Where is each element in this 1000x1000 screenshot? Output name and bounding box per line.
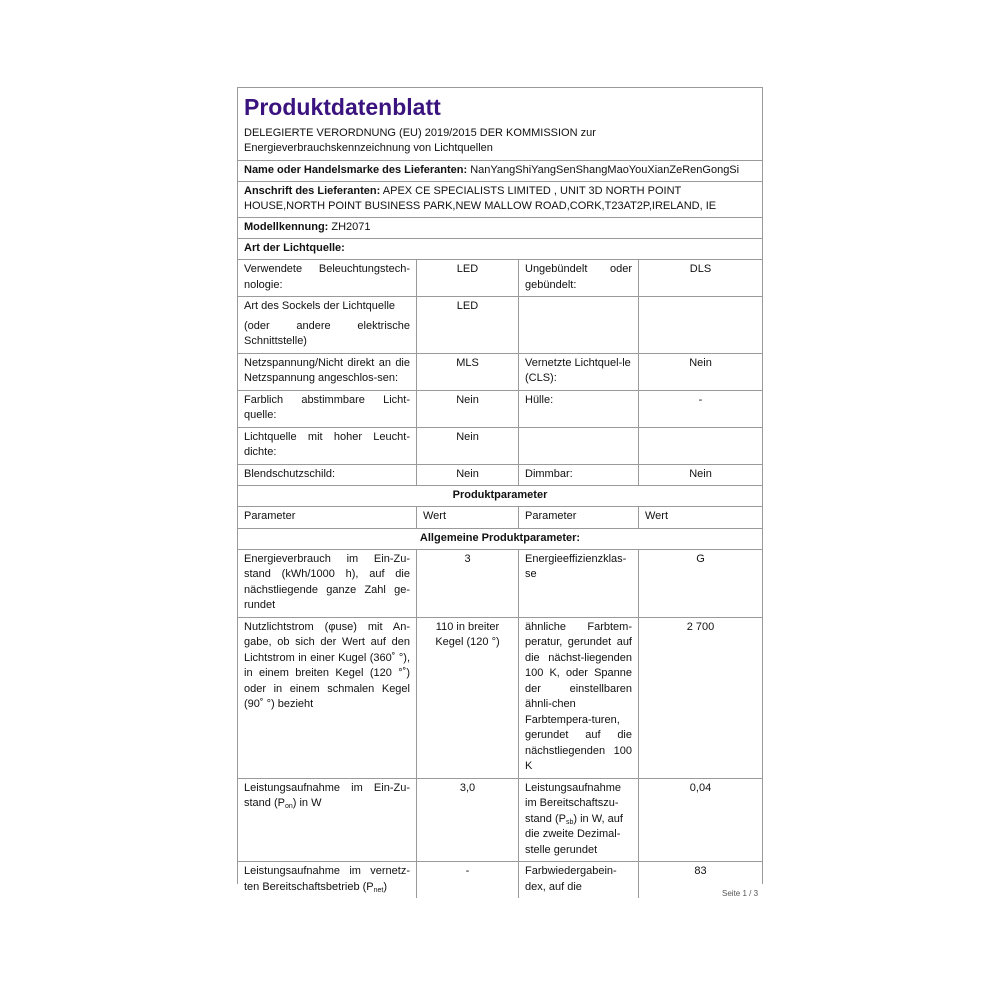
socket-type-text: Art des Sockels der Lichtquelle bbox=[244, 300, 396, 312]
header-cell: Wert bbox=[645, 510, 669, 522]
value-cell: 3,0 bbox=[417, 779, 519, 862]
supplier-address-label: Anschrift des Lieferanten: bbox=[244, 185, 381, 197]
param-cell: Lichtquelle mit hoher Leucht-dichte: bbox=[238, 428, 417, 464]
value-cell: Nein bbox=[417, 391, 519, 427]
networked-standby-label-a: Leistungsaufnahme im vernetz-ten Bereitschaftsbetrieb (P bbox=[244, 865, 410, 893]
param-cell: Farbwiedergabein-dex, auf die bbox=[519, 862, 639, 898]
supplier-address-row bbox=[238, 182, 762, 218]
param-cell: ähnliche Farbtem-peratur, gerundet auf die nächst-liegenden 100 K, oder Spanne der einstellbaren ähnli-chen Farbtempera-turen, gerundet auf die nächstliegenden 100 K bbox=[519, 618, 639, 778]
value-cell: MLS bbox=[417, 354, 519, 390]
param-header-row bbox=[238, 507, 762, 529]
value-cell: 0,04 bbox=[689, 781, 712, 794]
param-cell: Ungebündelt oder gebündelt: bbox=[519, 260, 639, 296]
value-cell: Nein bbox=[689, 467, 712, 480]
networked-standby-subscript: net bbox=[373, 886, 384, 894]
value-cell: LED bbox=[417, 297, 519, 353]
type-row bbox=[238, 354, 762, 391]
general-row bbox=[238, 618, 762, 779]
model-value: ZH2071 bbox=[331, 221, 371, 233]
page-title: Produktdatenblatt bbox=[244, 94, 441, 120]
value-cell: Nein bbox=[689, 356, 712, 369]
param-cell bbox=[238, 297, 417, 353]
param-cell: Nutzlichtstrom (φuse) mit An-gabe, ob sich der Wert auf den Lichtstrom in einer Kugel (360˚ °), in einem breiten Kegel (120 °˚) oder in einem schmalen Kegel (90˚ °) bezieht bbox=[238, 618, 417, 778]
supplier-name-value: NanYangShiYangSenShangMaoYouXianZeRenGongSi bbox=[470, 164, 740, 176]
value-cell: - bbox=[417, 862, 519, 898]
general-row bbox=[238, 550, 762, 618]
power-on-subscript: on bbox=[284, 803, 293, 810]
param-cell bbox=[238, 862, 417, 898]
value-cell: - bbox=[698, 393, 703, 406]
value-cell: 83 bbox=[694, 865, 707, 877]
page-number: Seite 1 / 3 bbox=[722, 889, 759, 898]
power-on-label-a: Leistungsaufnahme im Ein-Zu-stand (P bbox=[244, 781, 410, 809]
general-row bbox=[238, 862, 762, 898]
model-row bbox=[238, 218, 762, 239]
type-row bbox=[238, 428, 762, 465]
value-cell: 3 bbox=[417, 550, 519, 617]
type-row bbox=[238, 260, 762, 297]
light-source-type-heading: Art der Lichtquelle: bbox=[238, 239, 762, 260]
value-cell: LED bbox=[417, 260, 519, 296]
param-cell bbox=[238, 779, 417, 862]
type-row bbox=[238, 297, 762, 354]
value-cell bbox=[639, 297, 762, 353]
header-cell: Parameter bbox=[519, 507, 639, 528]
supplier-address-value: APEX CE SPECIALISTS LIMITED , UNIT 3D NORTH POINT HOUSE,NORTH POINT BUSINESS PARK,NEW MALLOW ROAD,CORK,T23AT2P,IRELAND, IE bbox=[244, 185, 717, 212]
standby-label-b: ) in W, auf die zweite Dezimal-stelle gerundet bbox=[525, 812, 623, 856]
param-cell: Farblich abstimmbare Licht-quelle: bbox=[238, 391, 417, 427]
standby-label-a: Leistungsaufnahme im Bereitschaftszu-stand (P bbox=[525, 781, 622, 825]
regulation-text: DELEGIERTE VERORDNUNG (EU) 2019/2015 DER KOMMISSION zur Energieverbrauchskennzeichnung von Lichtquellen bbox=[238, 124, 762, 161]
general-parameters-heading: Allgemeine Produktparameter: bbox=[238, 529, 762, 550]
param-cell bbox=[519, 779, 639, 862]
socket-type-note: (oder andere elektrische Schnittstelle) bbox=[244, 319, 410, 347]
supplier-name-label: Name oder Handelsmarke des Lieferanten: bbox=[244, 164, 468, 176]
param-cell: Dimmbar: bbox=[519, 465, 639, 486]
value-cell: Nein bbox=[417, 465, 519, 486]
model-label: Modellkennung: bbox=[244, 221, 329, 233]
param-cell: Energieverbrauch im Ein-Zu-stand (kWh/1000 h), auf die nächstliegende ganze Zahl ge-rundet bbox=[238, 550, 417, 617]
type-row bbox=[238, 465, 762, 487]
standby-subscript: sb bbox=[565, 818, 574, 826]
networked-standby-label-b: ) bbox=[383, 880, 388, 893]
header-cell: Parameter bbox=[238, 507, 417, 528]
param-cell: Energieeffizienzklas-se bbox=[519, 550, 639, 617]
param-cell: Netzspannung/Nicht direkt an die Netzspannung angeschlos-sen: bbox=[238, 354, 417, 390]
general-row bbox=[238, 779, 762, 863]
param-cell bbox=[519, 297, 639, 353]
product-parameters-heading: Produktparameter bbox=[238, 486, 762, 507]
param-cell: Hülle: bbox=[519, 391, 639, 427]
value-cell bbox=[639, 428, 762, 464]
supplier-name-row bbox=[238, 161, 762, 182]
value-cell: 2 700 bbox=[686, 620, 715, 633]
param-cell bbox=[519, 428, 639, 464]
value-cell: Nein bbox=[417, 428, 519, 464]
value-cell: 110 in breiter Kegel (120 °) bbox=[417, 618, 519, 778]
header-cell: Wert bbox=[417, 507, 519, 528]
param-cell: Verwendete Beleuchtungstech-nologie: bbox=[238, 260, 417, 296]
param-cell: Blendschutzschild: bbox=[238, 465, 417, 486]
value-cell: G bbox=[696, 552, 705, 565]
value-cell: DLS bbox=[689, 263, 712, 275]
param-cell: Vernetzte Lichtquel-le (CLS): bbox=[519, 354, 639, 390]
type-row bbox=[238, 391, 762, 428]
power-on-label-b: ) in W bbox=[292, 797, 322, 809]
